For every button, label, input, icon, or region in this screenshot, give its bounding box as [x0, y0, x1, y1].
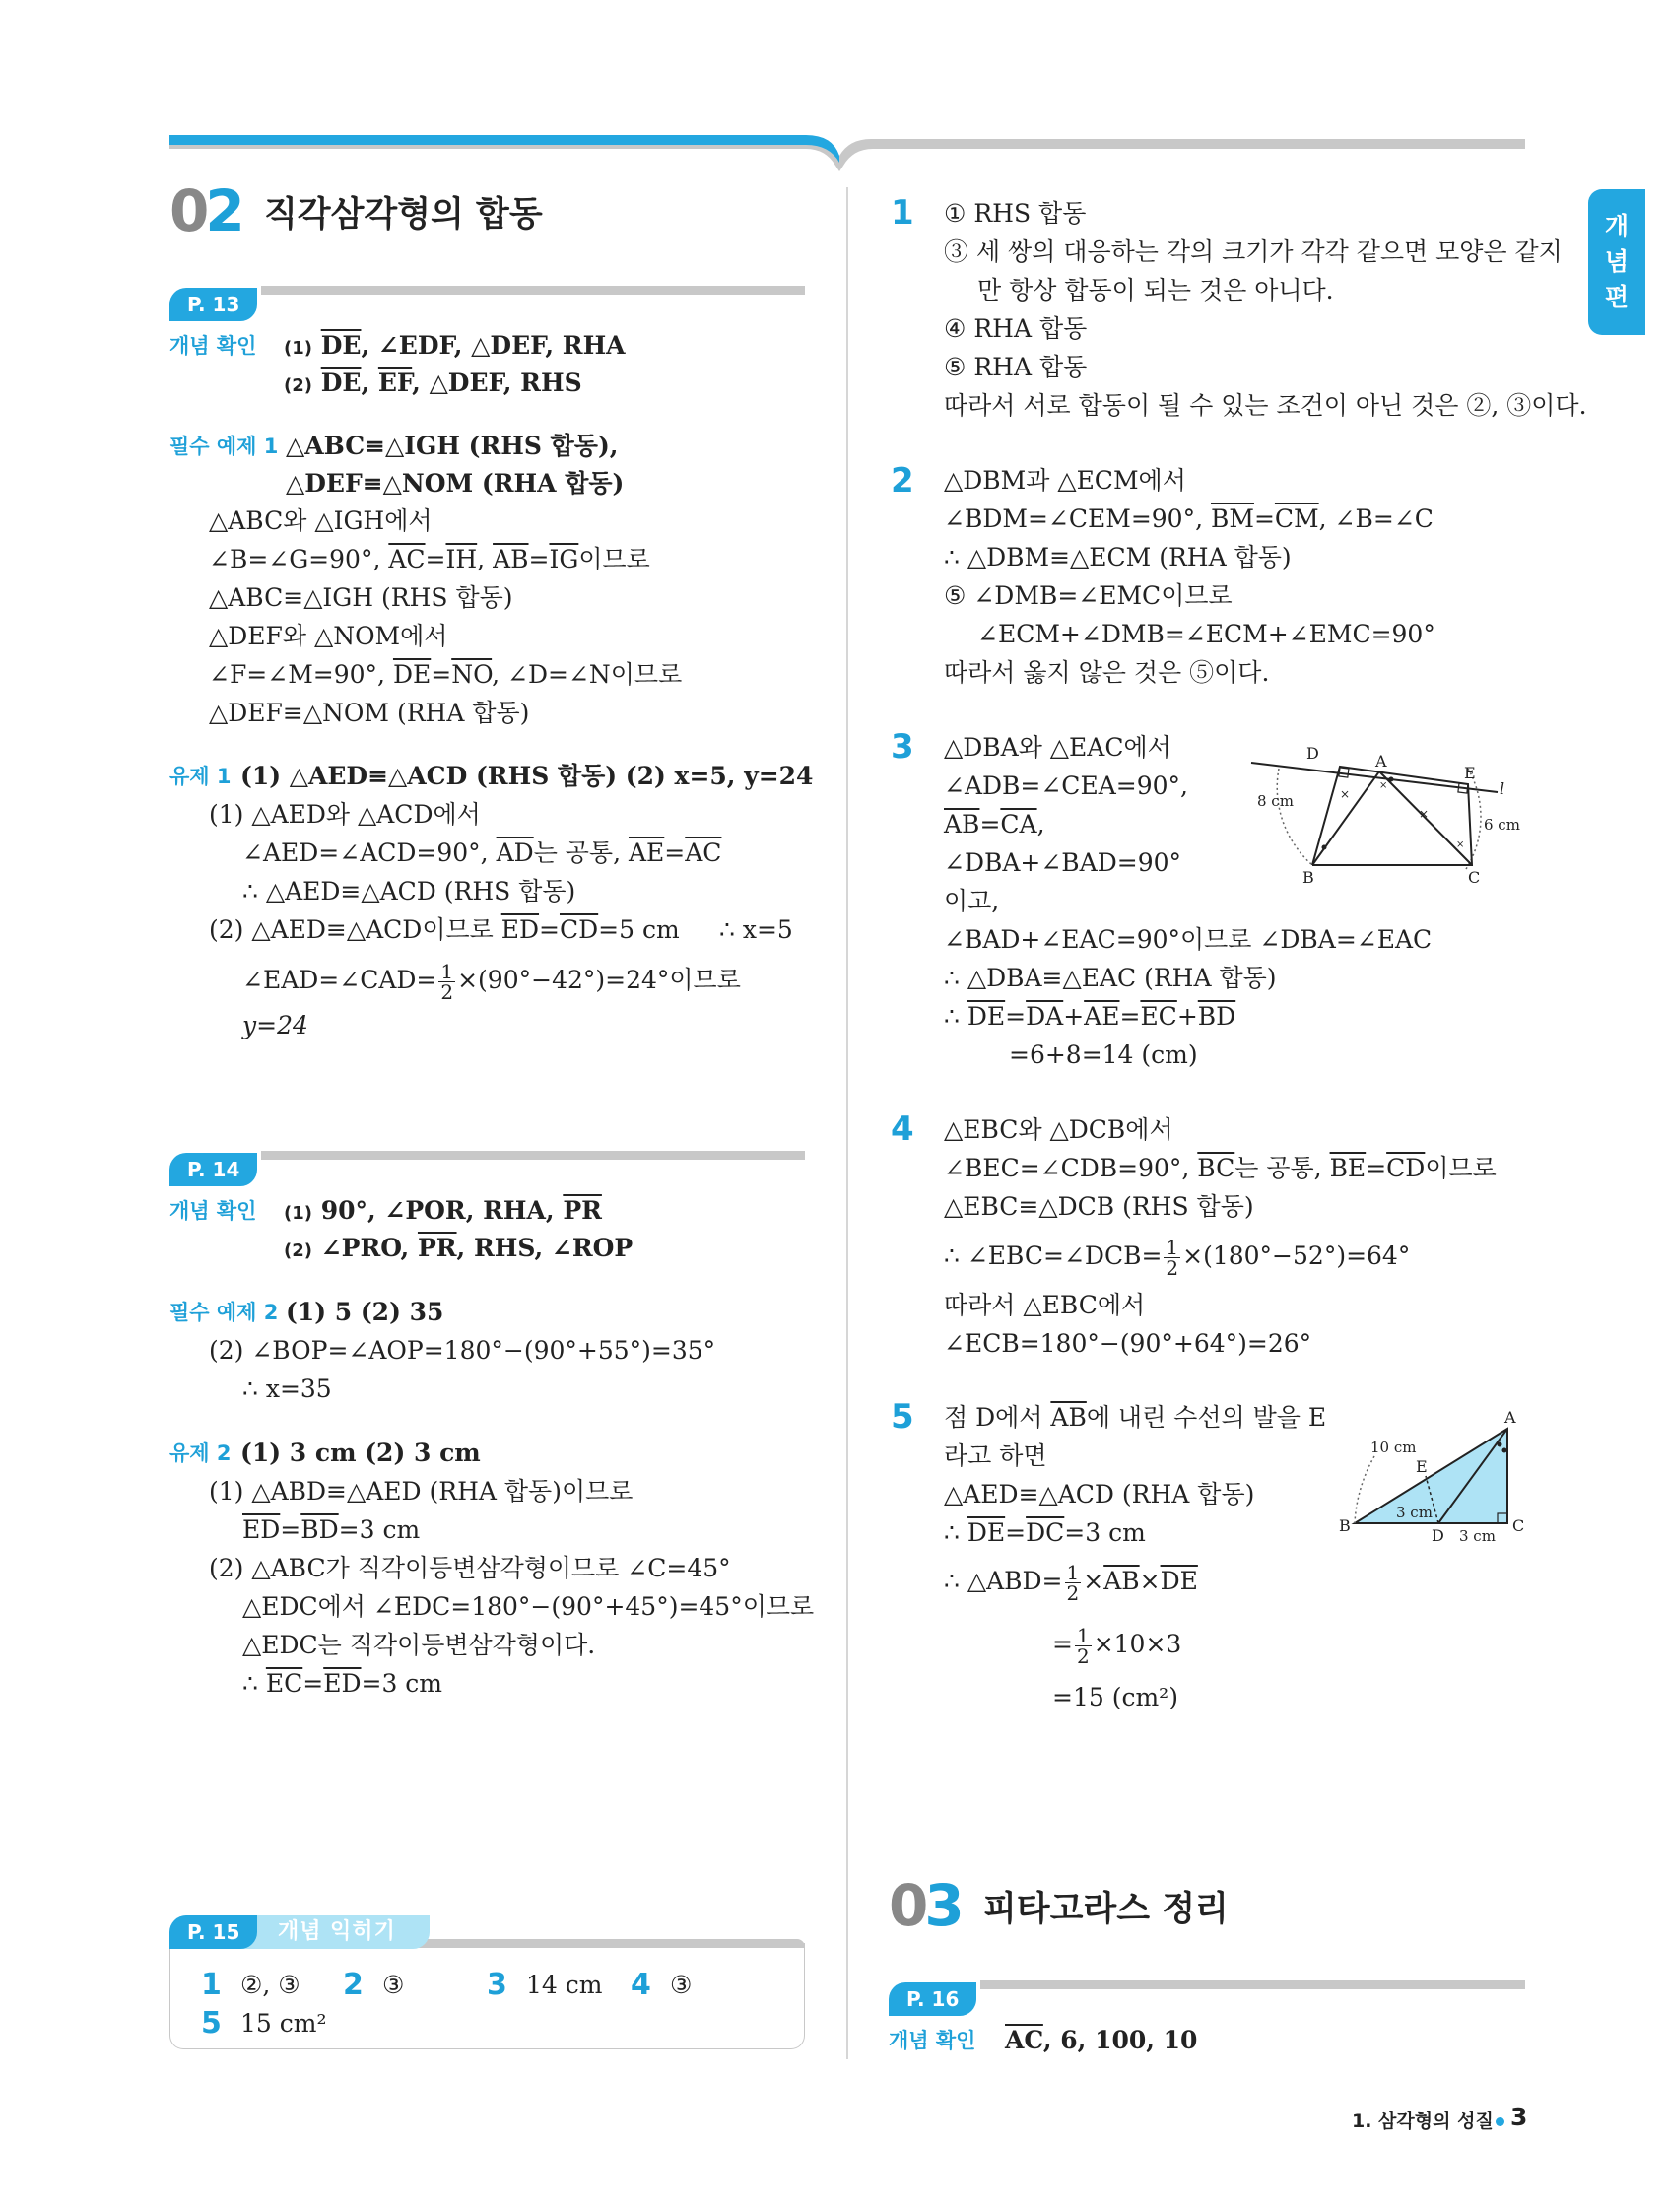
solution-line: ∴ △ABD= $\frac{1}{2}$ $\times\overline{AB}\times\overline{DE}$	[944, 1561, 1198, 1605]
concept-check-label: 개념 확인	[169, 1199, 257, 1223]
question-number-5: 5	[891, 1397, 914, 1437]
solution-line: ∠F=∠M=90°, $\overline{DE}=\overline{NO}$, ∠D=∠N이므로	[209, 660, 683, 689]
example-1-answer: △DEF≡△NOM (RHA 합동)	[286, 469, 625, 498]
solution-line: ∴ $\overline{EC}=\overline{ED}=3$ cm	[242, 1669, 443, 1698]
page-tag-p13: P. 13	[169, 288, 257, 321]
concept-answer-2: (2) $\overline{DE}$, $\overline{EF}$, △DEF, RHS	[284, 369, 582, 397]
solution-line: ∴ $\overline{DE}=\overline{DA}+\overline{AE}=\overline{EC}+\overline{BD}$	[944, 1002, 1236, 1031]
solution-line: ∠BAD+∠EAC=90°이므로 ∠DBA=∠EAC	[944, 925, 1433, 954]
solution-line: ∴ x=5	[719, 915, 793, 944]
question-number-3: 3	[891, 727, 914, 767]
fig-label: A	[1504, 1408, 1516, 1427]
solution-line: ∴ △DBM≡△ECM (RHA 합동)	[944, 543, 1292, 571]
svg-text:×: ×	[1419, 807, 1430, 821]
concept-check-label: 개념 확인	[169, 334, 257, 358]
solution-line: ⑤ ∠DMB=∠EMC이므로	[944, 581, 1233, 610]
svg-text:×: ×	[1456, 839, 1465, 850]
concept-answer: $\overline{AC}$, 6, 100, 10	[1005, 2026, 1198, 2054]
solution-line: ∴ ∠EBC=∠DCB= $\frac{1}{2}$ ×(180°−52°)=64°	[944, 1236, 1411, 1280]
solution-line: (2) △ABC가 직각이등변삼각형이므로 ∠C=45°	[209, 1554, 731, 1582]
answer-value: ③	[670, 1971, 693, 1999]
solution-line: ∠DBA+∠BAD=90°	[944, 848, 1182, 877]
side-tab-char: 념	[1604, 247, 1630, 276]
concept-check-label: 개념 확인	[889, 2029, 976, 2052]
solution-line: 따라서 옳지 않은 것은 ⑤이다.	[944, 658, 1270, 687]
solution-line: ∠EAD=∠CAD= $\frac{1}{2}$ ×(90°−42°)=24°이므로	[242, 960, 741, 1004]
solution-line: (2) ∠BOP=∠AOP=180°−(90°+55°)=35°	[209, 1336, 716, 1365]
solution-line: △ABC≡△IGH (RHS 합동)	[209, 583, 513, 612]
example-1-label: 필수 예제 1	[169, 435, 279, 458]
section-02-title: 직각삼각형의 합동	[264, 195, 543, 235]
side-tab-char: 편	[1604, 283, 1630, 311]
top-header-bars	[0, 0, 1668, 177]
practice-1-label: 유제 1	[169, 765, 232, 788]
solution-line: ∠BEC=∠CDB=90°, $\overline{BC}$는 공통, $\overline{BE}=\overline{CD}$이므로	[944, 1154, 1497, 1182]
answer-number: 2	[343, 1968, 364, 2002]
fig-label: B	[1302, 868, 1314, 887]
solution-line: 이고,	[944, 887, 1000, 915]
fig-label: l	[1500, 779, 1505, 798]
page-tag-p16: P. 16	[889, 1982, 976, 2016]
solution-line: ∠ADB=∠CEA=90°,	[944, 771, 1188, 800]
solution-line: ∠B=∠G=90°, $\overline{AC}=\overline{IH}$, $\overline{AB}=\overline{IG}$이므로	[209, 545, 650, 573]
solution-line: ∴ x=35	[242, 1374, 332, 1403]
solution-line: △EBC와 △DCB에서	[944, 1115, 1173, 1144]
solution-line: ∴ △DBA≡△EAC (RHA 합동)	[944, 964, 1277, 992]
fig-label: A	[1375, 752, 1387, 771]
fig-label: 8 cm	[1257, 792, 1294, 810]
fig-label: C	[1468, 868, 1481, 887]
answer-value: 14 cm	[526, 1971, 603, 1999]
solution-line: (1) △ABD≡△AED (RHA 합동)이므로	[209, 1477, 634, 1506]
solution-line: ④ RHA 합동	[944, 314, 1088, 343]
fig-label: 3 cm	[1459, 1527, 1496, 1545]
solution-line: 라고 하면	[944, 1441, 1047, 1470]
fig-label: B	[1339, 1516, 1351, 1535]
answer-value: ③	[382, 1971, 405, 1999]
solution-line: △EDC에서 ∠EDC=180°−(90°+45°)=45°이므로	[242, 1592, 815, 1621]
q3-figure	[1241, 739, 1527, 887]
answer-number: 5	[201, 2006, 222, 2041]
concept-answer-1: (1) 90°, ∠POR, RHA, $\overline{PR}$	[284, 1196, 602, 1225]
solution-line: △DBM과 △ECM에서	[944, 466, 1186, 495]
solution-line: 만 항상 합동이 되는 것은 아니다.	[977, 276, 1334, 304]
section-02-number: 02	[169, 177, 241, 244]
practice-1-answer: (1) △AED≡△ACD (RHS 합동) (2) x=5, y=24	[240, 762, 814, 790]
solution-line: ⑤ RHA 합동	[944, 353, 1088, 381]
answer-number: 4	[631, 1968, 651, 2002]
practice-2-answer: (1) 3 cm (2) 3 cm	[240, 1439, 481, 1467]
svg-text:×: ×	[1340, 787, 1351, 801]
solution-line: 따라서 서로 합동이 될 수 있는 조건이 아닌 것은 ②, ③이다.	[944, 391, 1587, 420]
solution-line: △ABC와 △IGH에서	[209, 506, 433, 535]
concept-answer-2: (2) ∠PRO, $\overline{PR}$, RHS, ∠ROP	[284, 1234, 634, 1262]
footer-chapter: 1. 삼각형의 성질	[1352, 2111, 1494, 2132]
solution-line: ∠AED=∠ACD=90°, $\overline{AD}$는 공통, $\overline{AE}=\overline{AC}$	[242, 838, 722, 867]
question-number-2: 2	[891, 461, 914, 501]
fig-label: 6 cm	[1484, 816, 1520, 834]
answer-value: 15 cm²	[240, 2009, 327, 2038]
footer-dot	[1496, 2117, 1504, 2126]
section-03-number: 03	[889, 1872, 961, 1939]
solution-line: △EBC≡△DCB (RHS 합동)	[944, 1192, 1254, 1221]
q5-figure	[1335, 1407, 1532, 1550]
answer-value: ②, ③	[240, 1971, 300, 1999]
solution-line: =15 (cm²)	[1052, 1683, 1178, 1711]
solution-line: $\overline{AB}=\overline{CA}$,	[944, 810, 1045, 838]
question-number-4: 4	[891, 1109, 914, 1149]
fig-label: D	[1432, 1526, 1444, 1545]
solution-line: ∴ △AED≡△ACD (RHS 합동)	[242, 877, 576, 905]
solution-line: y=24	[242, 1011, 308, 1039]
fig-label: E	[1464, 764, 1476, 782]
example-2-answer: (1) 5 (2) 35	[286, 1298, 444, 1326]
solution-line: ∠ECB=180°−(90°+64°)=26°	[944, 1329, 1312, 1358]
question-number-1: 1	[891, 193, 914, 233]
solution-line: ① RHS 합동	[944, 199, 1087, 228]
solution-line: =6+8=14 (cm)	[1009, 1040, 1198, 1069]
solution-line: 따라서 △EBC에서	[944, 1291, 1146, 1319]
solution-line: ③ 세 쌍의 대응하는 각의 크기가 각각 같으면 모양은 같지	[944, 237, 1563, 266]
p15-tab-label: 개념 익히기	[278, 1919, 396, 1944]
solution-line: △AED≡△ACD (RHA 합동)	[944, 1480, 1255, 1508]
page-tag-bar	[261, 286, 805, 295]
example-1-answer: △ABC≡△IGH (RHS 합동),	[286, 432, 619, 460]
solution-line: △EDC는 직각이등변삼각형이다.	[242, 1631, 596, 1659]
section-03-title: 피타고라스 정리	[983, 1890, 1229, 1929]
solution-line: △DEF≡△NOM (RHA 합동)	[209, 699, 530, 727]
solution-line: = $\frac{1}{2}$ ×10×3	[1052, 1624, 1182, 1668]
side-tab-char: 개	[1604, 212, 1630, 240]
fig-label: E	[1416, 1457, 1428, 1476]
solution-line: (2) △AED≡△ACD이므로 $\overline{ED}=\overline{CD}=5$ cm	[209, 915, 680, 944]
solution-line: ∴ $\overline{DE}=\overline{DC}=3$ cm	[944, 1518, 1146, 1547]
example-2-label: 필수 예제 2	[169, 1301, 279, 1324]
svg-text:×: ×	[1379, 780, 1388, 791]
answer-number: 1	[201, 1968, 222, 2002]
fig-label: 10 cm	[1370, 1439, 1417, 1456]
solution-line: $\overline{ED}=\overline{BD}=3$ cm	[242, 1515, 421, 1544]
solution-line: (1) △AED와 △ACD에서	[209, 800, 481, 829]
page-tag-p14: P. 14	[169, 1153, 257, 1186]
solution-line: 점 D에서 $\overline{AB}$에 내린 수선의 발을 E	[944, 1403, 1327, 1432]
fig-label: C	[1512, 1516, 1525, 1535]
page-tag-bar	[261, 1151, 805, 1160]
page-tag-bar	[980, 1980, 1525, 1989]
page-tag-p15: P. 15	[169, 1915, 257, 1949]
fig-label: D	[1306, 744, 1319, 763]
answer-number: 3	[487, 1968, 507, 2002]
column-divider	[846, 187, 848, 2059]
solution-line: △DEF와 △NOM에서	[209, 622, 448, 650]
concept-answer-1: (1) $\overline{DE}$, ∠EDF, △DEF, RHA	[284, 331, 626, 360]
solution-line: △DBA와 △EAC에서	[944, 733, 1171, 762]
solution-line: ∠ECM+∠DMB=∠ECM+∠EMC=90°	[977, 620, 1435, 648]
practice-2-label: 유제 2	[169, 1441, 232, 1465]
solution-line: ∠BDM=∠CEM=90°, $\overline{BM}=\overline{CM}$, ∠B=∠C	[944, 504, 1434, 533]
fig-label: 3 cm	[1396, 1504, 1433, 1521]
footer-page-number: 3	[1510, 2103, 1528, 2131]
side-tab	[1588, 189, 1645, 335]
